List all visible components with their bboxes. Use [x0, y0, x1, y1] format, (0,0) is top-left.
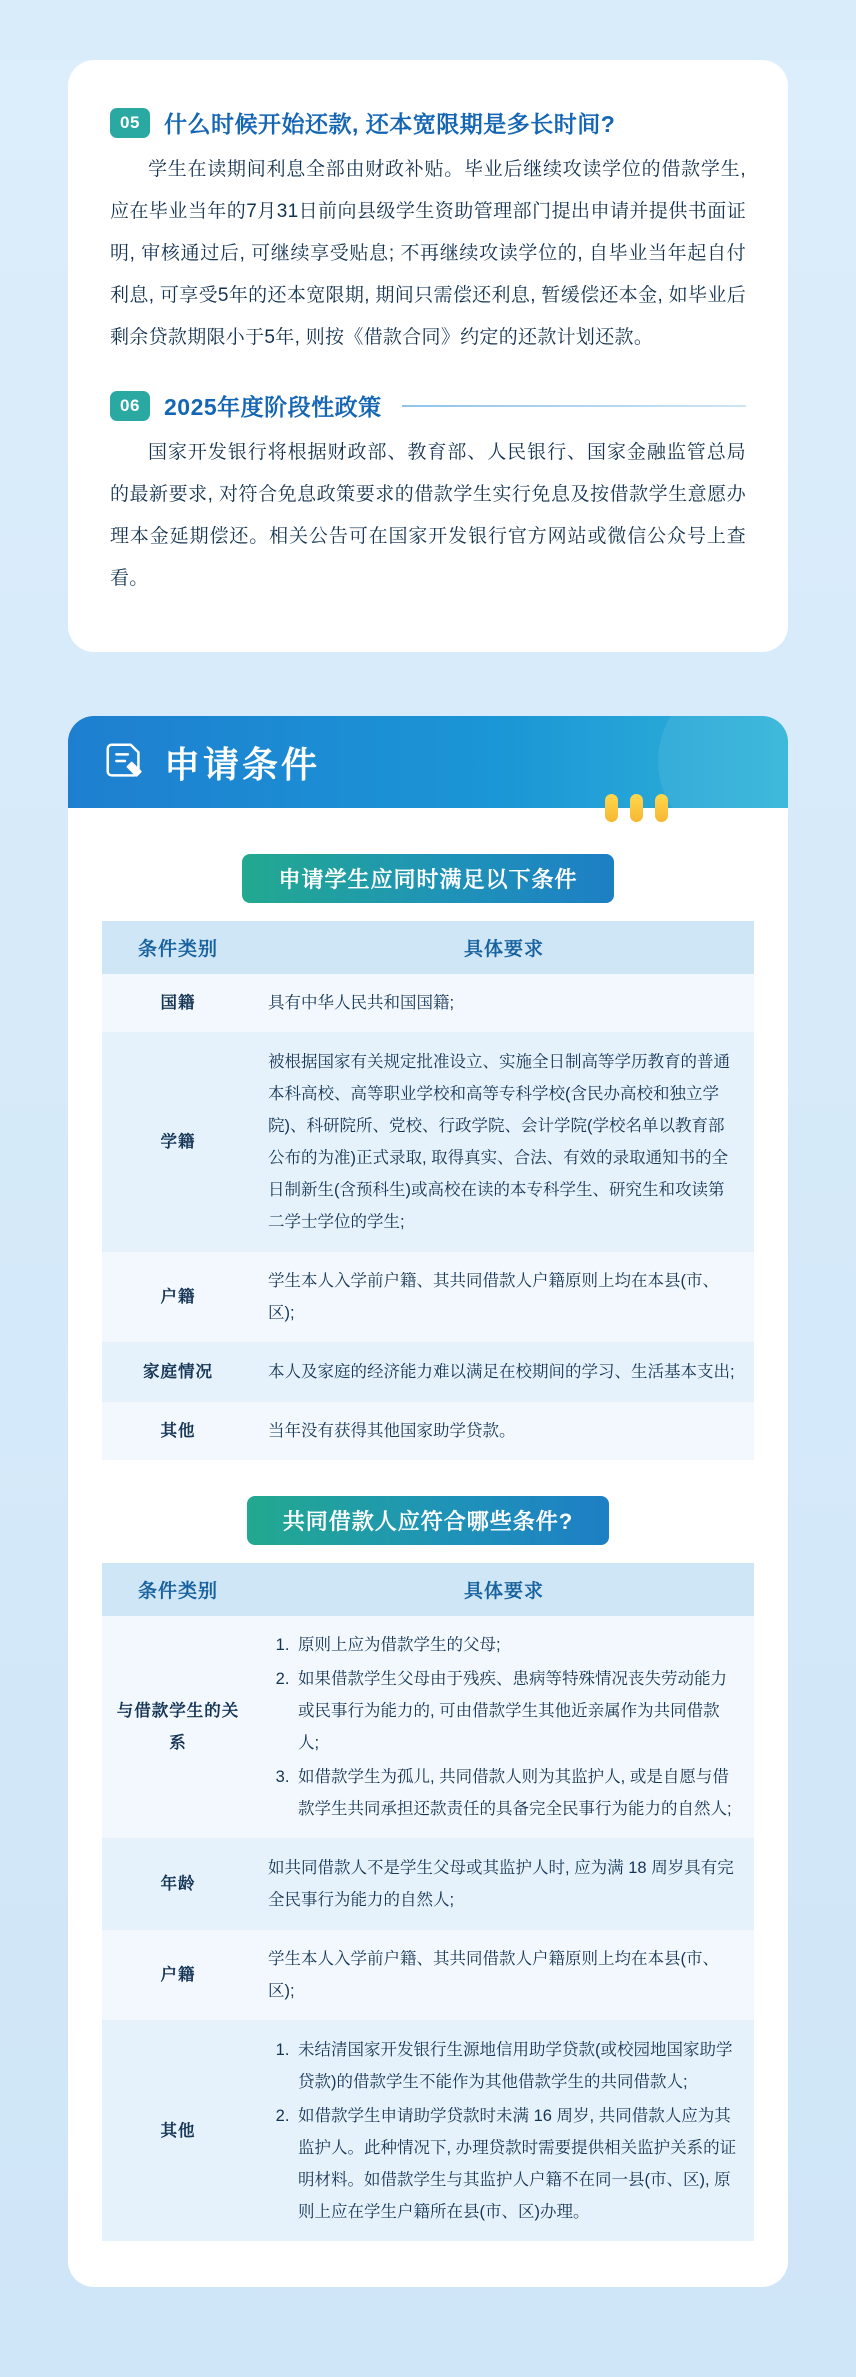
faq-item-06-header [110, 389, 746, 422]
document-edit-icon [102, 739, 148, 785]
table-header-row [102, 1563, 754, 1616]
faq-item-05-header [110, 106, 746, 139]
coborrower-conditions-pill: 共同借款人应符合哪些条件? [247, 1496, 609, 1545]
row-requirement: 本人及家庭的经济能力难以满足在校期间的学习、生活基本支出; [254, 1343, 754, 1402]
row-requirement: 学生本人入学前户籍、其共同借款人户籍原则上均在本县(市、区); [254, 1252, 754, 1343]
row-category: 户籍 [102, 1252, 254, 1343]
section-body [68, 808, 788, 2287]
faq-number-badge: 06 [110, 391, 150, 421]
row-category: 国籍 [102, 974, 254, 1033]
column-header-category: 条件类别 [102, 921, 254, 974]
page-root [0, 60, 856, 2377]
row-category: 年龄 [102, 1839, 254, 1930]
paper-clips-decoration [605, 794, 668, 822]
row-category: 家庭情况 [102, 1343, 254, 1402]
application-conditions-section [68, 716, 788, 2287]
row-requirement: 被根据国家有关规定批准设立、实施全日制高等学历教育的普通本科高校、高等职业学校和高等专科学校(含民办高校和独立学院)、科研院所、党校、行政学院、会计学院(学校名单以教育部公布的为准)正式录取, 取得真实、合法、有效的录取通知书的全日制新生(含预科生)或高校在读的本专科学生、研究生和攻读第二学士学位的学生; [254, 1033, 754, 1252]
faq-answer-text: 国家开发银行将根据财政部、教育部、人民银行、国家金融监管总局的最新要求, 对符合免息政策要求的借款学生实行免息及按借款学生意愿办理本金延期偿还。相关公告可在国家开发银行官方网站或微信公众号上查看。 [110, 442, 746, 589]
row-requirement: 学生本人入学前户籍、其共同借款人户籍原则上均在本县(市、区); [254, 1930, 754, 2021]
table-row [102, 1402, 754, 1461]
row-category: 户籍 [102, 1930, 254, 2021]
faq-question-title: 2025年度阶段性政策 [164, 394, 382, 420]
row-category: 其他 [102, 1402, 254, 1461]
table-row [102, 974, 754, 1033]
list-item: 2. 如果借款学生父母由于残疾、患病等特殊情况丧失劳动能力或民事行为能力的, 可由借款学生其他近亲属作为共同借款人; [294, 1663, 740, 1759]
table-row [102, 1252, 754, 1343]
list-item: 1. 未结清国家开发银行生源地信用助学贷款(或校园地国家助学贷款)的借款学生不能作为其他借款学生的共同借款人; [294, 2034, 740, 2098]
row-requirement [254, 1616, 754, 1839]
list-item: 2. 如借款学生申请助学贷款时未满 16 周岁, 共同借款人应为其监护人。此种情况下, 办理贷款时需要提供相关监护关系的证明材料。如借款学生与其监护人户籍不在同一县(市、区), 原则上应在学生户籍所在县(市、区)办理。 [294, 2100, 740, 2228]
faq-answer-text: 学生在读期间利息全部由财政补贴。毕业后继续攻读学位的借款学生, 应在毕业当年的7月31日前向县级学生资助管理部门提出申请并提供书面证明, 审核通过后, 可继续享受贴息; 不再继续攻读学位的, 自毕业当年起自付利息, 可享受5年的还本宽限期, 期间只需偿还利息, 暂缓偿还本金, 如毕业后剩余贷款期限小于5年, 则按《借款合同》约定的还款计划还款。 [110, 159, 746, 348]
title-divider [402, 405, 746, 407]
row-requirement [254, 2021, 754, 2242]
table-row [102, 1343, 754, 1402]
list-item: 3. 如借款学生为孤儿, 共同借款人则为其监护人, 或是自愿与借款学生共同承担还款责任的具备完全民事行为能力的自然人; [294, 1761, 740, 1825]
row-requirement: 如共同借款人不是学生父母或其监护人时, 应为满 18 周岁具有完全民事行为能力的自然人; [254, 1839, 754, 1930]
clip-icon [655, 794, 668, 822]
table-row [102, 1930, 754, 2021]
row-category: 其他 [102, 2021, 254, 2242]
requirement-list [268, 2034, 740, 2228]
column-header-requirement: 具体要求 [254, 921, 754, 974]
faq-number-badge: 05 [110, 108, 150, 138]
faq-question-title: 什么时候开始还款, 还本宽限期是多长时间? [164, 111, 616, 137]
student-conditions-pill: 申请学生应同时满足以下条件 [242, 854, 613, 903]
section-title: 申请条件 [164, 743, 321, 785]
clip-icon [630, 794, 643, 822]
row-category: 与借款学生的关系 [102, 1616, 254, 1839]
table-row [102, 2021, 754, 2242]
list-item: 1. 原则上应为借款学生的父母; [294, 1629, 740, 1661]
coborrower-conditions-table [102, 1563, 754, 2241]
table-header-row [102, 921, 754, 974]
column-header-category: 条件类别 [102, 1563, 254, 1616]
table-row [102, 1616, 754, 1839]
table-row [102, 1033, 754, 1252]
section-header [68, 716, 788, 808]
requirement-list [268, 1629, 740, 1825]
table-row [102, 1839, 754, 1930]
student-conditions-table [102, 921, 754, 1460]
column-header-requirement: 具体要求 [254, 1563, 754, 1616]
clip-icon [605, 794, 618, 822]
row-category: 学籍 [102, 1033, 254, 1252]
bottom-spacer [0, 2287, 856, 2377]
row-requirement: 具有中华人民共和国国籍; [254, 974, 754, 1033]
row-requirement: 当年没有获得其他国家助学贷款。 [254, 1402, 754, 1461]
faq-card [68, 60, 788, 652]
